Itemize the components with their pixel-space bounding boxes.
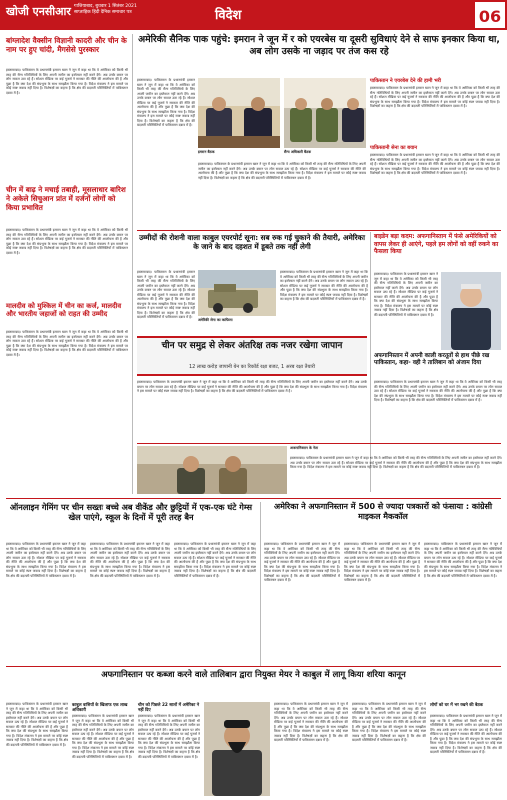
afghan-mid-headline: अफगानिस्तान में अपनी काली करतूतों से हाथ पीछे रख पाकिस्तान, कहा- वही ने तालिबान को अंजाम दिया <box>374 353 490 367</box>
sharia-body-6: इस्लामाबाद। पाकिस्तान के प्रधानमंत्री इमरान खान ने जून में कहा था कि वे अमेरिका को किसी भी तरह की सैन्य गतिविधियों के लिए अपनी जमीन का इस्तेमाल नहीं करने देंगे। अब उनके बयान पर लोग सवाल उठा रहे हैं। सोशल मीडिया पर कई यूजर्स ने सरकार की नीति की आलोचना की है और पूछा है कि क्या देश की संप्रभुता के साथ समझौता किया गया है। विदेश मंत्रालय ने इस मामले पर कोई स्पष्ट जवाब नहीं दिया है। विशेषज्ञों का कहना है कि क्षेत्र की बदलती परिस्थितियों में पाकिस्तान दबाव में है। <box>430 714 502 754</box>
sharia-col-head-2: चीन को पिछले 22 सालों में अमेरिका ने नहीं दिए <box>138 702 200 713</box>
biden-headline: बाइडेन बड़ा कदम: अफगानिस्तान में फंसे अमेरिकियों को वापस लेकर ही आएंगे, पहले हम लोगों को वहीं रुकने का फैसला किया <box>374 233 499 255</box>
masthead <box>0 0 507 30</box>
mayor-photo-svg <box>204 702 270 796</box>
journalists-headline: अमेरिका ने अफगानिस्तान में 500 से ज्यादा पत्रकारों को फंसाया : कांग्रेसी माइकल मैककॉल <box>273 502 493 521</box>
mayor-photo <box>204 702 270 796</box>
photo-caption-2: सैन्य अधिकारी बैठक <box>284 150 311 154</box>
sharia-body-4: इस्लामाबाद। पाकिस्तान के प्रधानमंत्री इमरान खान ने जून में कहा था कि वे अमेरिका को किसी भी तरह की सैन्य गतिविधियों के लिए अपनी जमीन का इस्तेमाल नहीं करने देंगे। अब उनके बयान पर लोग सवाल उठा रहे हैं। सोशल मीडिया पर कई यूजर्स ने सरकार की नीति की आलोचना की है और पूछा है कि क्या देश की संप्रभुता के साथ समझौता किया गया है। विदेश मंत्रालय ने इस मामले पर कोई स्पष्ट जवाब नहीं दिया है। विशेषज्ञों का कहना है कि क्षेत्र की बदलती परिस्थितियों में पाकिस्तान दबाव में है। <box>274 702 348 742</box>
date-line: गाजियाबाद, बुधवार 1 सितंबर 2021 साप्ताहिक हिंदी दैनिक समाचार पत्र <box>74 4 137 15</box>
top-story-body-right-1: इस्लामाबाद। पाकिस्तान के प्रधानमंत्री इमरान खान ने जून में कहा था कि वे अमेरिका को किसी भी तरह की सैन्य गतिविधियों के लिए अपनी जमीन का इस्तेमाल नहीं करने देंगे। अब उनके बयान पर लोग सवाल उठा रहे हैं। सोशल मीडिया पर कई यूजर्स ने सरकार की नीति की आलोचना की है और पूछा है कि क्या देश की संप्रभुता के साथ समझौता किया गया है। विदेश मंत्रालय ने इस मामले पर कोई स्पष्ट जवाब नहीं दिया है। विशेषज्ञों का कहना है कि क्षेत्र की बदलती परिस्थितियों में पाकिस्तान दबाव में है। <box>370 86 500 108</box>
army-meeting-photo <box>284 78 366 148</box>
army-photo-svg <box>284 78 366 148</box>
column-divider <box>132 34 133 494</box>
section-rule-2 <box>137 443 501 444</box>
japan-subhead: 12 लाख करोड़ जापानी येन का रिकॉर्ड रक्षा बजट, 1 अरब रक्षा तैयारी <box>188 364 316 370</box>
afghan-mid-body: इस्लामाबाद। पाकिस्तान के प्रधानमंत्री इमरान खान ने जून में कहा था कि वे अमेरिका को किसी भी तरह की सैन्य गतिविधियों के लिए अपनी जमीन का इस्तेमाल नहीं करने देंगे। अब उनके बयान पर लोग सवाल उठा रहे हैं। सोशल मीडिया पर कई यूजर्स ने सरकार की नीति की आलोचना की है और पूछा है कि क्या देश की संप्रभुता के साथ समझौता किया गया है। विदेश मंत्रालय ने इस मामले पर कोई स्पष्ट जवाब नहीं दिया है। विशेषज्ञों का कहना है कि क्षेत्र की बदलती परिस्थितियों में पाकिस्तान दबाव में है। <box>374 380 502 402</box>
column-divider-3 <box>260 502 261 666</box>
left-headline-2: चीन में बाढ़ ने मचाई तबाही, मूसलाधार बारिश ने अकेले सिचुआन प्रांत में दर्जनों लोगों को किया प्रभावित <box>6 185 126 212</box>
afghan-mid-body-2: इस्लामाबाद। पाकिस्तान के प्रधानमंत्री इमरान खान ने जून में कहा था कि वे अमेरिका को किसी भी तरह की सैन्य गतिविधियों के लिए अपनी जमीन का इस्तेमाल नहीं करने देंगे। अब उनके बयान पर लोग सवाल उठा रहे हैं। सोशल मीडिया पर कई यूजर्स ने सरकार की नीति की आलोचना की है और पूछा है कि क्या देश की संप्रभुता के साथ समझौता किया गया है। विदेश मंत्रालय ने इस मामले पर कोई स्पष्ट जवाब नहीं दिया है। विशेषज्ञों का कहना है कि क्षेत्र की बदलती परिस्थितियों में पाकिस्तान दबाव में है। <box>290 456 502 469</box>
afghan-leader-photo <box>137 446 287 494</box>
kabul-convoy-photo <box>198 270 276 316</box>
column-divider-2 <box>370 232 371 492</box>
top-story-side-head-1: पाकिस्तान ने एयरबेस देने की हामी भरी <box>370 78 441 84</box>
japan-pullquote <box>137 336 367 376</box>
meeting-photo-svg <box>198 78 280 148</box>
japan-headline: चीन पर समुद्र से लेकर अंतरिक्ष तक नजर रखेगा जापान <box>161 341 343 351</box>
biden-body: इस्लामाबाद। पाकिस्तान के प्रधानमंत्री इमरान खान ने जून में कहा था कि वे अमेरिका को किसी भी तरह की सैन्य गतिविधियों के लिए अपनी जमीन का इस्तेमाल नहीं करने देंगे। अब उनके बयान पर लोग सवाल उठा रहे हैं। सोशल मीडिया पर कई यूजर्स ने सरकार की नीति की आलोचना की है और पूछा है कि क्या देश की संप्रभुता के साथ समझौता किया गया है। विदेश मंत्रालय ने इस मामले पर कोई स्पष्ट जवाब नहीं दिया है। विशेषज्ञों का कहना है कि क्षेत्र की बदलती परिस्थितियों में पाकिस्तान दबाव में है। <box>374 272 438 317</box>
sharia-body-3: इस्लामाबाद। पाकिस्तान के प्रधानमंत्री इमरान खान ने जून में कहा था कि वे अमेरिका को किसी भी तरह की सैन्य गतिविधियों के लिए अपनी जमीन का इस्तेमाल नहीं करने देंगे। अब उनके बयान पर लोग सवाल उठा रहे हैं। सोशल मीडिया पर कई यूजर्स ने सरकार की नीति की आलोचना की है और पूछा है कि क्या देश की संप्रभुता के साथ समझौता किया गया है। विदेश मंत्रालय ने इस मामले पर कोई स्पष्ट जवाब नहीं दिया है। विशेषज्ञों का कहना है कि क्षेत्र की बदलती परिस्थितियों में पाकिस्तान दबाव में है। <box>138 714 200 759</box>
gaming-body-3: इस्लामाबाद। पाकिस्तान के प्रधानमंत्री इमरान खान ने जून में कहा था कि वे अमेरिका को किसी भी तरह की सैन्य गतिविधियों के लिए अपनी जमीन का इस्तेमाल नहीं करने देंगे। अब उनके बयान पर लोग सवाल उठा रहे हैं। सोशल मीडिया पर कई यूजर्स ने सरकार की नीति की आलोचना की है और पूछा है कि क्या देश की संप्रभुता के साथ समझौता किया गया है। विदेश मंत्रालय ने इस मामले पर कोई स्पष्ट जवाब नहीं दिया है। विशेषज्ञों का कहना है कि क्षेत्र की बदलती परिस्थितियों में पाकिस्तान दबाव में है। <box>174 542 256 578</box>
photo-caption-1: इमरान बैठक <box>198 150 215 154</box>
page-number: 06 <box>473 0 507 30</box>
journalists-body-1: इस्लामाबाद। पाकिस्तान के प्रधानमंत्री इमरान खान ने जून में कहा था कि वे अमेरिका को किसी भी तरह की सैन्य गतिविधियों के लिए अपनी जमीन का इस्तेमाल नहीं करने देंगे। अब उनके बयान पर लोग सवाल उठा रहे हैं। सोशल मीडिया पर कई यूजर्स ने सरकार की नीति की आलोचना की है और पूछा है कि क्या देश की संप्रभुता के साथ समझौता किया गया है। विदेश मंत्रालय ने इस मामले पर कोई स्पष्ट जवाब नहीं दिया है। विशेषज्ञों का कहना है कि क्षेत्र की बदलती परिस्थितियों में पाकिस्तान दबाव में है। <box>264 542 340 582</box>
gaming-body-2: इस्लामाबाद। पाकिस्तान के प्रधानमंत्री इमरान खान ने जून में कहा था कि वे अमेरिका को किसी भी तरह की सैन्य गतिविधियों के लिए अपनी जमीन का इस्तेमाल नहीं करने देंगे। अब उनके बयान पर लोग सवाल उठा रहे हैं। सोशल मीडिया पर कई यूजर्स ने सरकार की नीति की आलोचना की है और पूछा है कि क्या देश की संप्रभुता के साथ समझौता किया गया है। विदेश मंत्रालय ने इस मामले पर कोई स्पष्ट जवाब नहीं दिया है। विशेषज्ञों का कहना है कि क्षेत्र की बदलती परिस्थितियों में पाकिस्तान दबाव में है। <box>90 542 170 578</box>
left-article-2: इस्लामाबाद। पाकिस्तान के प्रधानमंत्री इमरान खान ने जून में कहा था कि वे अमेरिका को किसी भी तरह की सैन्य गतिविधियों के लिए अपनी जमीन का इस्तेमाल नहीं करने देंगे। अब उनके बयान पर लोग सवाल उठा रहे हैं। सोशल मीडिया पर कई यूजर्स ने सरकार की नीति की आलोचना की है और पूछा है कि क्या देश की संप्रभुता के साथ समझौता किया गया है। विदेश मंत्रालय ने इस मामले पर कोई स्पष्ट जवाब नहीं दिया है। विशेषज्ञों का कहना है कि क्षेत्र की बदलती परिस्थितियों में पाकिस्तान दबाव में है। <box>6 228 128 255</box>
left-article-3: इस्लामाबाद। पाकिस्तान के प्रधानमंत्री इमरान खान ने जून में कहा था कि वे अमेरिका को किसी भी तरह की सैन्य गतिविधियों के लिए अपनी जमीन का इस्तेमाल नहीं करने देंगे। अब उनके बयान पर लोग सवाल उठा रहे हैं। सोशल मीडिया पर कई यूजर्स ने सरकार की नीति की आलोचना की है और पूछा है कि क्या देश की संप्रभुता के साथ समझौता किया गया है। विदेश मंत्रालय ने इस मामले पर कोई स्पष्ट जवाब नहीं दिया है। विशेषज्ञों का कहना है कि क्षेत्र की बदलती परिस्थितियों में पाकिस्तान दबाव में है। <box>6 330 128 357</box>
section-title: विदेश <box>215 8 242 23</box>
journalists-body-2: इस्लामाबाद। पाकिस्तान के प्रधानमंत्री इमरान खान ने जून में कहा था कि वे अमेरिका को किसी भी तरह की सैन्य गतिविधियों के लिए अपनी जमीन का इस्तेमाल नहीं करने देंगे। अब उनके बयान पर लोग सवाल उठा रहे हैं। सोशल मीडिया पर कई यूजर्स ने सरकार की नीति की आलोचना की है और पूछा है कि क्या देश की संप्रभुता के साथ समझौता किया गया है। विदेश मंत्रालय ने इस मामले पर कोई स्पष्ट जवाब नहीं दिया है। विशेषज्ञों का कहना है कि क्षेत्र की बदलती परिस्थितियों में पाकिस्तान दबाव में है। <box>344 542 420 582</box>
gaming-headline: ऑनलाइन गेमिंग पर चीन सख्तः बच्चे अब वीकेंड और छुट्टियों में एक-एक घंटे गेम्स खेल पाएंगे, स्कूल के दिनों में पूरी तरह बैन <box>9 502 253 523</box>
kabul-body-right: इस्लामाबाद। पाकिस्तान के प्रधानमंत्री इमरान खान ने जून में कहा था कि वे अमेरिका को किसी भी तरह की सैन्य गतिविधियों के लिए अपनी जमीन का इस्तेमाल नहीं करने देंगे। अब उनके बयान पर लोग सवाल उठा रहे हैं। सोशल मीडिया पर कई यूजर्स ने सरकार की नीति की आलोचना की है और पूछा है कि क्या देश की संप्रभुता के साथ समझौता किया गया है। विदेश मंत्रालय ने इस मामले पर कोई स्पष्ट जवाब नहीं दिया है। विशेषज्ञों का कहना है कि क्षेत्र की बदलती परिस्थितियों में पाकिस्तान दबाव में है। <box>280 270 368 301</box>
sharia-body-5: इस्लामाबाद। पाकिस्तान के प्रधानमंत्री इमरान खान ने जून में कहा था कि वे अमेरिका को किसी भी तरह की सैन्य गतिविधियों के लिए अपनी जमीन का इस्तेमाल नहीं करने देंगे। अब उनके बयान पर लोग सवाल उठा रहे हैं। सोशल मीडिया पर कई यूजर्स ने सरकार की नीति की आलोचना की है और पूछा है कि क्या देश की संप्रभुता के साथ समझौता किया गया है। विदेश मंत्रालय ने इस मामले पर कोई स्पष्ट जवाब नहीं दिया है। विशेषज्ञों का कहना है कि क्षेत्र की बदलती परिस्थितियों में पाकिस्तान दबाव में है। <box>352 702 426 742</box>
section-rule-1 <box>137 230 501 231</box>
afghan-photo-caption: अफगानिस्तान के नेता <box>290 446 319 450</box>
biden-photo-svg <box>441 272 501 350</box>
japan-body: इस्लामाबाद। पाकिस्तान के प्रधानमंत्री इमरान खान ने जून में कहा था कि वे अमेरिका को किसी भी तरह की सैन्य गतिविधियों के लिए अपनी जमीन का इस्तेमाल नहीं करने देंगे। अब उनके बयान पर लोग सवाल उठा रहे हैं। सोशल मीडिया पर कई यूजर्स ने सरकार की नीति की आलोचना की है और पूछा है कि क्या देश की संप्रभुता के साथ समझौता किया गया है। विदेश मंत्रालय ने इस मामले पर कोई स्पष्ट जवाब नहीं दिया है। विशेषज्ञों का कहना है कि क्षेत्र की बदलती परिस्थितियों में पाकिस्तान दबाव में है। <box>137 380 367 393</box>
gaming-body-1: इस्लामाबाद। पाकिस्तान के प्रधानमंत्री इमरान खान ने जून में कहा था कि वे अमेरिका को किसी भी तरह की सैन्य गतिविधियों के लिए अपनी जमीन का इस्तेमाल नहीं करने देंगे। अब उनके बयान पर लोग सवाल उठा रहे हैं। सोशल मीडिया पर कई यूजर्स ने सरकार की नीति की आलोचना की है और पूछा है कि क्या देश की संप्रभुता के साथ समझौता किया गया है। विदेश मंत्रालय ने इस मामले पर कोई स्पष्ट जवाब नहीं दिया है। विशेषज्ञों का कहना है कि क्षेत्र की बदलती परिस्थितियों में पाकिस्तान दबाव में है। <box>6 542 86 578</box>
sharia-col-head-1: काबुल वासियों के खिलाफ एक लाख अधिकारी <box>72 702 128 713</box>
sharia-body-1: इस्लामाबाद। पाकिस्तान के प्रधानमंत्री इमरान खान ने जून में कहा था कि वे अमेरिका को किसी भी तरह की सैन्य गतिविधियों के लिए अपनी जमीन का इस्तेमाल नहीं करने देंगे। अब उनके बयान पर लोग सवाल उठा रहे हैं। सोशल मीडिया पर कई यूजर्स ने सरकार की नीति की आलोचना की है और पूछा है कि क्या देश की संप्रभुता के साथ समझौता किया गया है। विदेश मंत्रालय ने इस मामले पर कोई स्पष्ट जवाब नहीं दिया है। विशेषज्ञों का कहना है कि क्षेत्र की बदलती परिस्थितियों में पाकिस्तान दबाव में है। <box>6 702 68 747</box>
left-headline-1: बांग्लादेश वैक्सीन विज्ञानी कादरी और चीन के नाम पर हुए चांदी, मैगसेसे पुरस्कार <box>6 36 127 55</box>
imran-meeting-photo <box>198 78 280 148</box>
convoy-photo-svg <box>198 270 276 316</box>
journalists-body-3: इस्लामाबाद। पाकिस्तान के प्रधानमंत्री इमरान खान ने जून में कहा था कि वे अमेरिका को किसी भी तरह की सैन्य गतिविधियों के लिए अपनी जमीन का इस्तेमाल नहीं करने देंगे। अब उनके बयान पर लोग सवाल उठा रहे हैं। सोशल मीडिया पर कई यूजर्स ने सरकार की नीति की आलोचना की है और पूछा है कि क्या देश की संप्रभुता के साथ समझौता किया गया है। विदेश मंत्रालय ने इस मामले पर कोई स्पष्ट जवाब नहीं दिया है। विशेषज्ञों का कहना है कि क्षेत्र की बदलती परिस्थितियों में पाकिस्तान दबाव में है। <box>424 542 502 578</box>
top-story-body-left: इस्लामाबाद। पाकिस्तान के प्रधानमंत्री इमरान खान ने जून में कहा था कि वे अमेरिका को किसी भी तरह की सैन्य गतिविधियों के लिए अपनी जमीन का इस्तेमाल नहीं करने देंगे। अब उनके बयान पर लोग सवाल उठा रहे हैं। सोशल मीडिया पर कई यूजर्स ने सरकार की नीति की आलोचना की है और पूछा है कि क्या देश की संप्रभुता के साथ समझौता किया गया है। विदेश मंत्रालय ने इस मामले पर कोई स्पष्ट जवाब नहीं दिया है। विशेषज्ञों का कहना है कि क्षेत्र की बदलती परिस्थितियों में पाकिस्तान दबाव में है। <box>137 78 195 127</box>
section-rule-3 <box>6 498 501 499</box>
kabul-sharia-headline: अफगानिस्तान पर कब्जा करने वाले तालिबान द्वारा नियुक्त मेयर ने काबुल में लागू किया शरिया कानून <box>101 669 406 679</box>
biden-photo <box>441 272 501 350</box>
top-story-body-right-2: इस्लामाबाद। पाकिस्तान के प्रधानमंत्री इमरान खान ने जून में कहा था कि वे अमेरिका को किसी भी तरह की सैन्य गतिविधियों के लिए अपनी जमीन का इस्तेमाल नहीं करने देंगे। अब उनके बयान पर लोग सवाल उठा रहे हैं। सोशल मीडिया पर कई यूजर्स ने सरकार की नीति की आलोचना की है और पूछा है कि क्या देश की संप्रभुता के साथ समझौता किया गया है। विदेश मंत्रालय ने इस मामले पर कोई स्पष्ट जवाब नहीं दिया है। विशेषज्ञों का कहना है कि क्षेत्र की बदलती परिस्थितियों में पाकिस्तान दबाव में है। <box>370 153 500 175</box>
afghan-photo-svg <box>137 446 287 494</box>
kabul-photo-caption: अमेरिकी सेना का काफिला <box>198 318 233 322</box>
top-story-side-head-2: पाकिस्तानी सेना का बयान <box>370 145 418 151</box>
sharia-body-2: इस्लामाबाद। पाकिस्तान के प्रधानमंत्री इमरान खान ने जून में कहा था कि वे अमेरिका को किसी भी तरह की सैन्य गतिविधियों के लिए अपनी जमीन का इस्तेमाल नहीं करने देंगे। अब उनके बयान पर लोग सवाल उठा रहे हैं। सोशल मीडिया पर कई यूजर्स ने सरकार की नीति की आलोचना की है और पूछा है कि क्या देश की संप्रभुता के साथ समझौता किया गया है। विदेश मंत्रालय ने इस मामले पर कोई स्पष्ट जवाब नहीं दिया है। विशेषज्ञों का कहना है कि क्षेत्र की बदलती परिस्थितियों में पाकिस्तान दबाव में है। <box>72 714 134 759</box>
top-story-body-mid: इस्लामाबाद। पाकिस्तान के प्रधानमंत्री इमरान खान ने जून में कहा था कि वे अमेरिका को किसी भी तरह की सैन्य गतिविधियों के लिए अपनी जमीन का इस्तेमाल नहीं करने देंगे। अब उनके बयान पर लोग सवाल उठा रहे हैं। सोशल मीडिया पर कई यूजर्स ने सरकार की नीति की आलोचना की है और पूछा है कि क्या देश की संप्रभुता के साथ समझौता किया गया है। विदेश मंत्रालय ने इस मामले पर कोई स्पष्ट जवाब नहीं दिया है। विशेषज्ञों का कहना है कि क्षेत्र की बदलती परिस्थितियों में पाकिस्तान दबाव में है। <box>198 162 366 180</box>
kabul-headline: उम्मीदों की रोशनी वाला काबुल एयरपोर्ट सूना: सब रुक गई चुकाने की तैयारी, अमेरिका के जाने के बाद दहशत में डूबते तक नहीं लेगी <box>139 233 365 251</box>
sharia-col-head-3: लोगों को घर में भर रखने की बैठक <box>430 702 484 707</box>
left-headline-3: मालदीव को मुश्किल में चीन का कर्ज, मालदीव और भारतीय जहाजों को राहत की उम्मीद <box>6 302 122 319</box>
section-rule-4 <box>6 666 501 667</box>
kabul-body-left: इस्लामाबाद। पाकिस्तान के प्रधानमंत्री इमरान खान ने जून में कहा था कि वे अमेरिका को किसी भी तरह की सैन्य गतिविधियों के लिए अपनी जमीन का इस्तेमाल नहीं करने देंगे। अब उनके बयान पर लोग सवाल उठा रहे हैं। सोशल मीडिया पर कई यूजर्स ने सरकार की नीति की आलोचना की है और पूछा है कि क्या देश की संप्रभुता के साथ समझौता किया गया है। विदेश मंत्रालय ने इस मामले पर कोई स्पष्ट जवाब नहीं दिया है। विशेषज्ञों का कहना है कि क्षेत्र की बदलती परिस्थितियों में पाकिस्तान दबाव में है। <box>137 270 195 319</box>
left-article-1: इस्लामाबाद। पाकिस्तान के प्रधानमंत्री इमरान खान ने जून में कहा था कि वे अमेरिका को किसी भी तरह की सैन्य गतिविधियों के लिए अपनी जमीन का इस्तेमाल नहीं करने देंगे। अब उनके बयान पर लोग सवाल उठा रहे हैं। सोशल मीडिया पर कई यूजर्स ने सरकार की नीति की आलोचना की है और पूछा है कि क्या देश की संप्रभुता के साथ समझौता किया गया है। विदेश मंत्रालय ने इस मामले पर कोई स्पष्ट जवाब नहीं दिया है। विशेषज्ञों का कहना है कि क्षेत्र की बदलती परिस्थितियों में पाकिस्तान दबाव में है। <box>6 68 128 95</box>
newspaper-logo: खोजी एनसीआर <box>6 5 71 18</box>
top-story-headline: अमेरिकी सैनिक पाक पहुंचे: इमरान ने जून में र को एयरबेस या दूसरी सुविधाएं देने से साफ इनकार किया था, अब लोग उसके ना जड़ाद पर तंज कस रहे <box>138 34 500 57</box>
